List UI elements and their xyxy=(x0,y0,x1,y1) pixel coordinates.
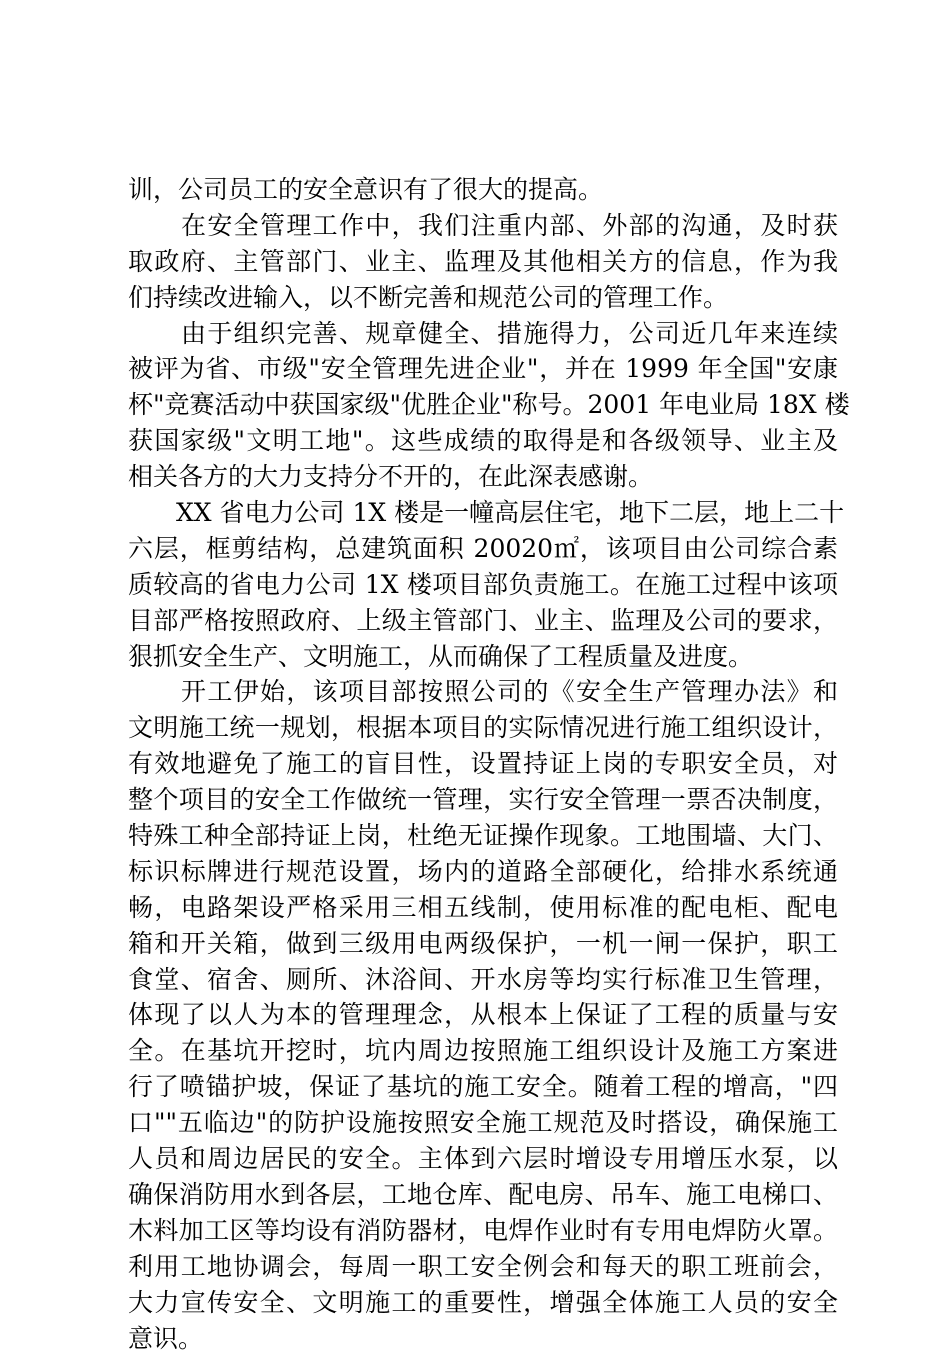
paragraph-line: 大力宣传安全、文明施工的重要性，增强全体施工人员的安全 xyxy=(128,1285,838,1321)
paragraph-line: 开工伊始，该项目部按照公司的《安全生产管理办法》和 xyxy=(128,674,838,710)
paragraph-line: 取政府、主管部门、业主、监理及其他相关方的信息，作为我 xyxy=(128,244,838,280)
paragraph-line: 有效地避免了施工的盲目性，设置持证上岗的专职安全员，对 xyxy=(128,746,838,782)
paragraph-line: 狠抓安全生产、文明施工，从而确保了工程质量及进度。 xyxy=(128,639,838,675)
paragraph-5 xyxy=(128,674,838,1356)
paragraph-line: 被评为省、市级"安全管理先进企业"，并在 1999 年全国"安康 xyxy=(128,351,838,387)
document-body xyxy=(128,172,838,1356)
paragraph-line: 们持续改进输入，以不断完善和规范公司的管理工作。 xyxy=(128,280,838,316)
paragraph-line: 利用工地协调会，每周一职工安全例会和每天的职工班前会， xyxy=(128,1249,838,1285)
paragraph-line: 特殊工种全部持证上岗，杜绝无证操作现象。工地围墙、大门、 xyxy=(128,818,838,854)
paragraph-line: 目部严格按照政府、上级主管部门、业主、监理及公司的要求， xyxy=(128,603,838,639)
paragraph-line: 行了喷锚护坡，保证了基坑的施工安全。随着工程的增高，"四 xyxy=(128,1069,838,1105)
paragraph-1 xyxy=(128,172,838,208)
paragraph-line: 获国家级"文明工地"。这些成绩的取得是和各级领导、业主及 xyxy=(128,423,838,459)
paragraph-line: 由于组织完善、规章健全、措施得力，公司近几年来连续 xyxy=(128,316,838,352)
paragraph-line: 箱和开关箱，做到三级用电两级保护，一机一闸一保护，职工 xyxy=(128,926,838,962)
paragraph-line: 相关各方的大力支持分不开的，在此深表感谢。 xyxy=(128,459,838,495)
paragraph-line: 整个项目的安全工作做统一管理，实行安全管理一票否决制度， xyxy=(128,782,838,818)
paragraph-line: 六层，框剪结构，总建筑面积 20020㎡，该项目由公司综合素 xyxy=(128,531,838,567)
paragraph-line: 全。在基坑开挖时，坑内周边按照施工组织设计及施工方案进 xyxy=(128,1033,838,1069)
paragraph-line: 训，公司员工的安全意识有了很大的提高。 xyxy=(128,172,838,208)
paragraph-3 xyxy=(128,316,838,495)
paragraph-line: 在安全管理工作中，我们注重内部、外部的沟通，及时获 xyxy=(128,208,838,244)
paragraph-line: 口""五临边"的防护设施按照安全施工规范及时搭设，确保施工 xyxy=(128,1105,838,1141)
paragraph-line: 体现了以人为本的管理理念，从根本上保证了工程的质量与安 xyxy=(128,997,838,1033)
paragraph-line: 文明施工统一规划，根据本项目的实际情况进行施工组织设计， xyxy=(128,710,838,746)
paragraph-line: 质较高的省电力公司 1X 楼项目部负责施工。在施工过程中该项 xyxy=(128,567,838,603)
paragraph-line: 意识。 xyxy=(128,1321,838,1356)
paragraph-line: 人员和周边居民的安全。主体到六层时增设专用增压水泵，以 xyxy=(128,1141,838,1177)
paragraph-line: 木料加工区等均设有消防器材，电焊作业时有专用电焊防火罩。 xyxy=(128,1213,838,1249)
paragraph-4 xyxy=(128,495,838,674)
paragraph-line: XX 省电力公司 1X 楼是一幢高层住宅，地下二层，地上二十 xyxy=(128,495,838,531)
paragraph-line: 杯"竞赛活动中获国家级"优胜企业"称号。2001 年电业局 18X 楼 xyxy=(128,387,838,423)
paragraph-line: 畅，电路架设严格采用三相五线制，使用标准的配电柜、配电 xyxy=(128,890,838,926)
paragraph-2 xyxy=(128,208,838,316)
paragraph-line: 标识标牌进行规范设置，场内的道路全部硬化，给排水系统通 xyxy=(128,854,838,890)
paragraph-line: 确保消防用水到各层，工地仓库、配电房、吊车、施工电梯口、 xyxy=(128,1177,838,1213)
paragraph-line: 食堂、宿舍、厕所、沐浴间、开水房等均实行标准卫生管理， xyxy=(128,962,838,998)
